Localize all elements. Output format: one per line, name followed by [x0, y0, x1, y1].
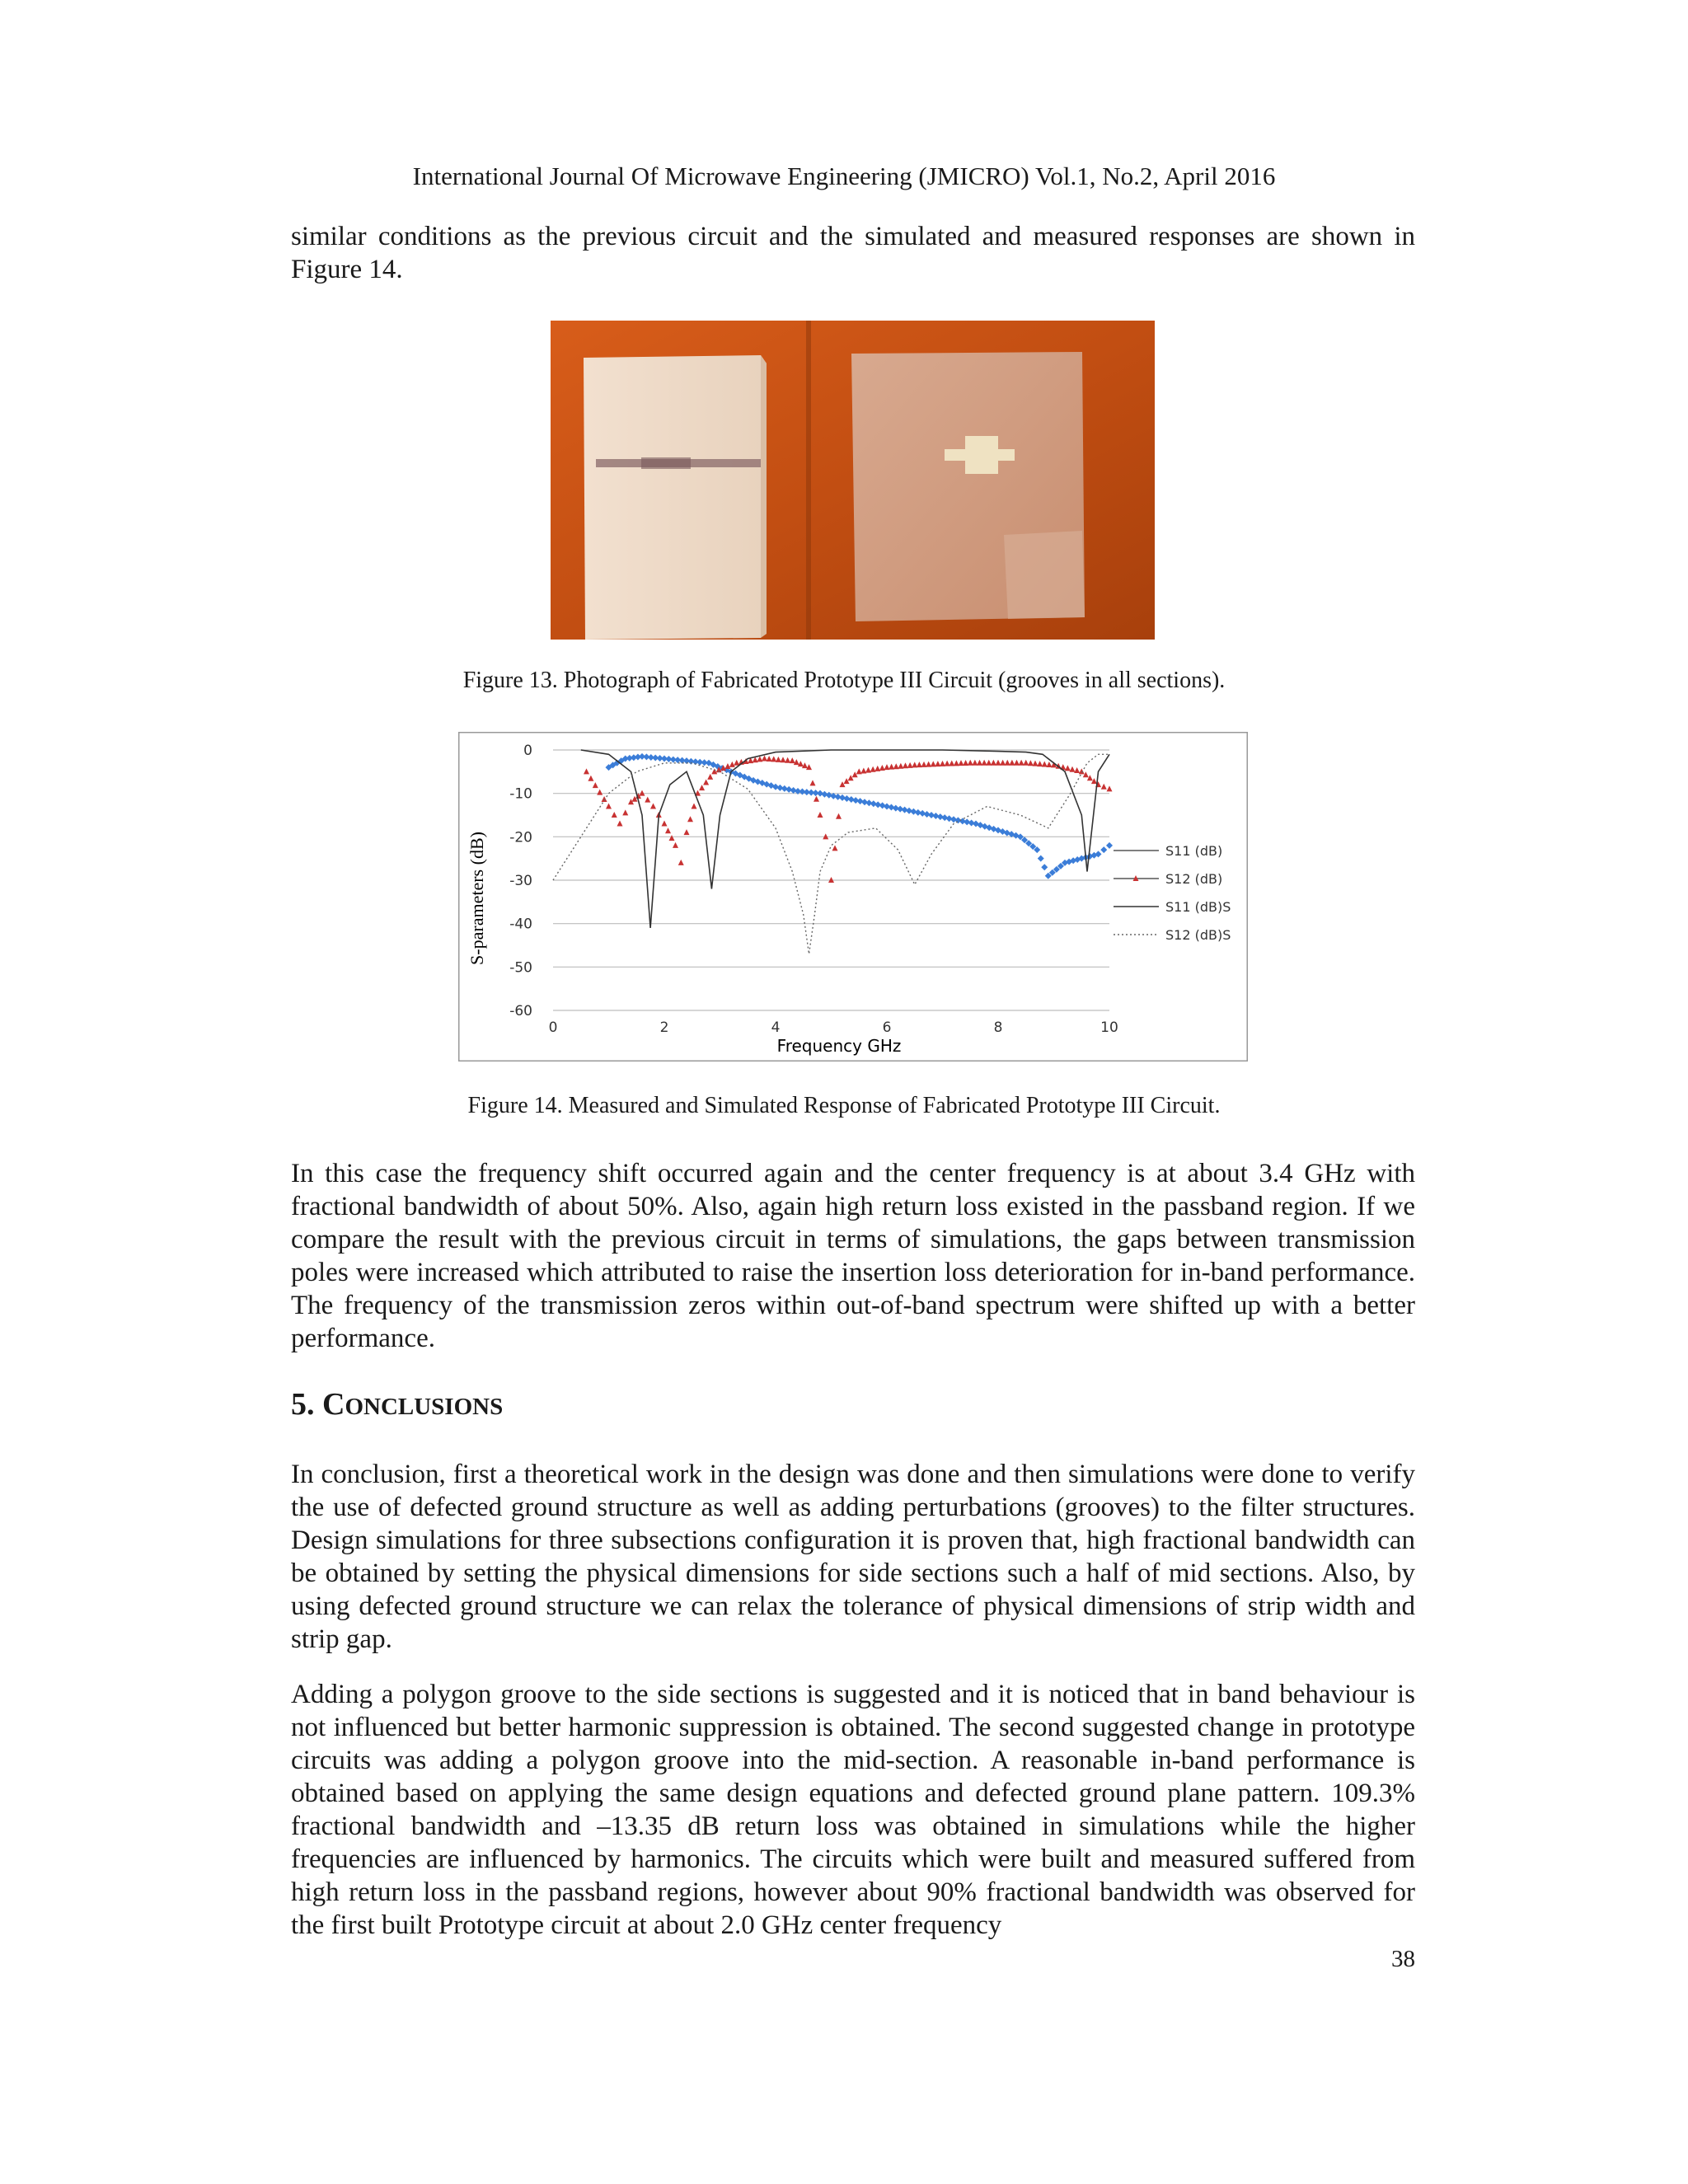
x-tick-label: 4 [771, 1019, 781, 1036]
intro-paragraph: similar conditions as the previous circuit and the simulated and measured responses are shown in Figure 14. [291, 222, 1415, 284]
legend-label: S12 (dB) [1165, 871, 1223, 887]
legend-label: S12 (dB)S [1165, 927, 1231, 943]
section-heading [291, 1386, 503, 1422]
section-title-first-letter: C [322, 1387, 345, 1422]
discussion-paragraph: In this case the frequency shift occurred again and the center frequency is at about 3.4 GHz with fractional bandwidth of about 50%. Also, again high return loss existed in the passband region. If we compare the result with the previous circuit in terms of simulations, the gaps between transmission poles were increased which attributed to raise the insertion loss deterioration for in-band performance. The frequency of the transmission zeros within out-of-band spectrum were shifted up with a better performance. [291, 1159, 1415, 1353]
y-tick-label: -10 [509, 785, 532, 803]
x-tick-label: 0 [548, 1019, 558, 1036]
legend-label: S11 (dB)S [1165, 899, 1231, 915]
y-axis-label: S-parameters (dB) [467, 832, 487, 965]
figure13-caption: Figure 13. Photograph of Fabricated Prototype III Circuit (grooves in all sections). [462, 668, 1226, 693]
prototype-photo [551, 321, 1155, 640]
x-tick-label: 2 [659, 1019, 669, 1036]
y-tick-label: -40 [509, 916, 532, 933]
figure14-caption: Figure 14. Measured and Simulated Response of Fabricated Prototype III Circuit. [467, 1093, 1221, 1118]
section-title-rest: ONCLUSIONS [345, 1394, 504, 1420]
y-tick-label: -60 [509, 1003, 532, 1019]
conclusion-paragraph-2: Adding a polygon groove to the side sections is suggested and it is noticed that in band behaviour is not influenced but better harmonic suppression is obtained. The second suggested change in prototype circuits was adding a polygon groove into the mid-section. A reasonable in-band performance is obtained based on applying the same design equations and defected ground plane pattern. 109.3% fractional bandwidth and –13.35 dB return loss was obtained in simulations while the higher frequencies are influenced by harmonics. The circuits which were built and measured suffered from high return loss in the passband regions, however about 90% fractional bandwidth was observed for the first built Prototype circuit at about 2.0 GHz center frequency [291, 1680, 1415, 1940]
y-tick-label: -20 [509, 829, 532, 846]
s-parameter-chart [458, 732, 1248, 1062]
y-tick-label: -30 [509, 873, 532, 889]
legend-label: S11 (dB) [1165, 843, 1223, 859]
x-tick-label: 8 [993, 1019, 1003, 1036]
chart-frame [459, 733, 1248, 1062]
running-header: International Journal Of Microwave Engineering (JMICRO) Vol.1, No.2, April 2016 [412, 162, 1276, 190]
board-top-side [584, 355, 767, 640]
page-number: 38 [1391, 1946, 1415, 1972]
y-tick-label: -50 [509, 959, 532, 977]
conclusion-paragraph-1: In conclusion, first a theoretical work in the design was done and then simulations were done to verify the use of defected ground structure as well as adding perturbations (grooves) to the filter structures. Design simulations for three subsections configuration it is proven that, high fractional bandwidth can be obtained by setting the physical dimensions for side sections such a half of mid sections. Also, by using defected ground structure we can relax the tolerance of physical dimensions of strip width and strip gap. [291, 1460, 1415, 1654]
section-number: 5. [291, 1387, 315, 1422]
y-tick-label: 0 [523, 743, 532, 759]
x-tick-label: 6 [882, 1019, 892, 1036]
x-tick-label: 10 [1100, 1019, 1118, 1036]
x-axis-label: Frequency GHz [776, 1036, 902, 1056]
